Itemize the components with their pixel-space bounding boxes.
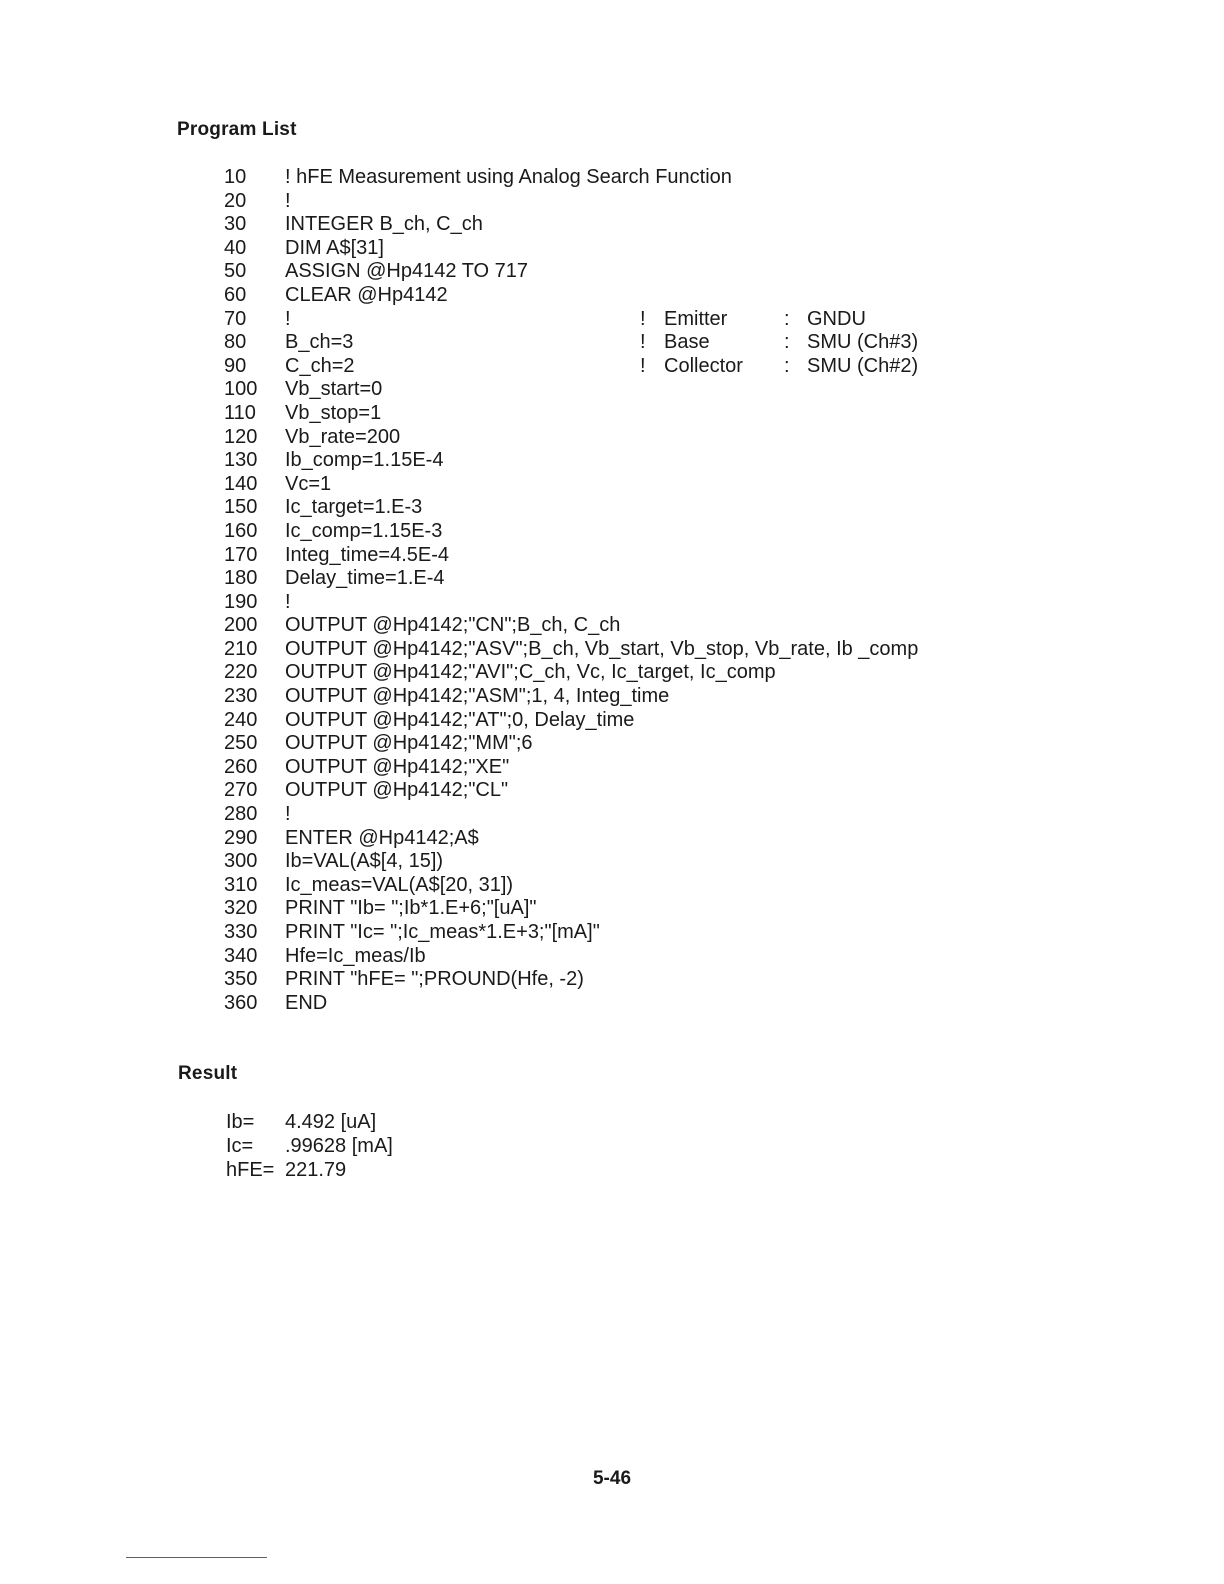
line-number: 250 bbox=[224, 732, 258, 755]
comment-colon: : bbox=[784, 307, 790, 330]
code-text: Ib=VAL(A$[4, 15]) bbox=[285, 850, 444, 873]
code-text: OUTPUT @Hp4142;"XE" bbox=[285, 755, 510, 778]
comment-terminal-value: SMU (Ch#3) bbox=[807, 331, 919, 354]
comment-colon: : bbox=[784, 354, 790, 377]
comment-terminal-name: Base bbox=[664, 331, 710, 354]
line-number: 70 bbox=[224, 307, 247, 330]
line-number: 240 bbox=[224, 708, 258, 731]
code-text: B_ch=3 bbox=[285, 331, 354, 354]
code-text: OUTPUT @Hp4142;"CL" bbox=[285, 779, 509, 802]
line-number: 190 bbox=[224, 590, 258, 613]
line-number: 140 bbox=[224, 472, 258, 495]
line-number: 290 bbox=[224, 826, 258, 849]
code-text: Vb_rate=200 bbox=[285, 425, 401, 448]
line-number: 10 bbox=[224, 166, 247, 188]
comment-terminal-value: GNDU bbox=[807, 307, 866, 330]
line-number: 90 bbox=[224, 354, 247, 377]
line-number: 120 bbox=[224, 425, 258, 448]
result-label: Ib= bbox=[226, 1111, 255, 1133]
line-number: 270 bbox=[224, 779, 258, 802]
comment-bang: ! bbox=[640, 354, 646, 377]
result-label: Ic= bbox=[226, 1135, 254, 1157]
line-number: 210 bbox=[224, 637, 258, 660]
code-text: OUTPUT @Hp4142;"ASM";1, 4, Integ_time bbox=[285, 685, 670, 708]
code-text: END bbox=[285, 991, 328, 1014]
code-text: PRINT "Ib= ";Ib*1.E+6;"[uA]" bbox=[285, 897, 537, 920]
line-number: 220 bbox=[224, 661, 258, 684]
code-text: OUTPUT @Hp4142;"CN";B_ch, C_ch bbox=[285, 614, 621, 637]
line-number: 20 bbox=[224, 189, 247, 212]
code-text: Delay_time=1.E-4 bbox=[285, 567, 445, 590]
line-number: 200 bbox=[224, 614, 258, 637]
code-text: ENTER @Hp4142;A$ bbox=[285, 826, 479, 849]
line-number: 30 bbox=[224, 213, 247, 236]
code-text: Vc=1 bbox=[285, 472, 332, 495]
result-label: hFE= bbox=[226, 1159, 275, 1181]
code-text: Vb_start=0 bbox=[285, 378, 383, 401]
line-number: 150 bbox=[224, 496, 258, 519]
code-text: INTEGER B_ch, C_ch bbox=[285, 213, 483, 236]
comment-terminal-name: Emitter bbox=[664, 307, 728, 330]
line-number: 260 bbox=[224, 755, 258, 778]
code-text: OUTPUT @Hp4142;"ASV";B_ch, Vb_start, Vb_stop, Vb_rate, Ib _comp bbox=[285, 637, 919, 660]
line-number: 360 bbox=[224, 991, 258, 1014]
line-number: 100 bbox=[224, 378, 258, 401]
comment-terminal-value: SMU (Ch#2) bbox=[807, 354, 919, 377]
line-number: 50 bbox=[224, 260, 247, 283]
line-number: 300 bbox=[224, 850, 258, 873]
program-list-heading: Program List bbox=[177, 119, 297, 140]
footer-rule bbox=[126, 1557, 267, 1558]
code-text: ! bbox=[285, 189, 291, 212]
code-text: Integ_time=4.5E-4 bbox=[285, 543, 449, 566]
line-number: 60 bbox=[224, 283, 247, 306]
line-number: 40 bbox=[224, 236, 247, 259]
line-number: 320 bbox=[224, 897, 258, 920]
code-text: Ib_comp=1.15E-4 bbox=[285, 449, 444, 472]
line-number: 80 bbox=[224, 331, 247, 354]
result-heading: Result bbox=[178, 1063, 238, 1084]
line-number: 330 bbox=[224, 921, 258, 943]
code-text: ASSIGN @Hp4142 TO 717 bbox=[285, 260, 529, 283]
comment-bang: ! bbox=[640, 307, 646, 330]
code-text: Hfe=Ic_meas/Ib bbox=[285, 944, 426, 967]
line-number: 280 bbox=[224, 803, 258, 826]
result-value: 4.492 [uA] bbox=[285, 1111, 377, 1133]
code-text: ! bbox=[285, 307, 291, 330]
code-text: ! hFE Measurement using Analog Search Function bbox=[285, 166, 732, 188]
line-number: 110 bbox=[224, 401, 256, 424]
page-number: 5-46 bbox=[592, 1468, 632, 1489]
code-text: ! bbox=[285, 803, 291, 826]
line-number: 310 bbox=[224, 873, 258, 896]
line-number: 180 bbox=[224, 567, 258, 590]
comment-terminal-name: Collector bbox=[664, 354, 743, 377]
code-text: PRINT "Ic= ";Ic_meas*1.E+3;"[mA]" bbox=[285, 921, 600, 943]
result-value: .99628 [mA] bbox=[285, 1135, 393, 1157]
code-text: Ic_target=1.E-3 bbox=[285, 496, 423, 519]
code-text: Ic_meas=VAL(A$[20, 31]) bbox=[285, 873, 514, 896]
line-number: 340 bbox=[224, 944, 258, 967]
line-number: 170 bbox=[224, 543, 258, 566]
code-text: ! bbox=[285, 590, 291, 613]
code-text: OUTPUT @Hp4142;"AVI";C_ch, Vc, Ic_target, Ic_comp bbox=[285, 661, 776, 684]
code-text: OUTPUT @Hp4142;"MM";6 bbox=[285, 732, 533, 755]
code-text: CLEAR @Hp4142 bbox=[285, 283, 448, 306]
result-value: 221.79 bbox=[285, 1159, 347, 1181]
line-number: 130 bbox=[224, 449, 258, 472]
code-text: C_ch=2 bbox=[285, 354, 355, 377]
line-number: 160 bbox=[224, 519, 258, 542]
code-text: Vb_stop=1 bbox=[285, 401, 382, 424]
code-text: DIM A$[31] bbox=[285, 236, 384, 259]
code-text: OUTPUT @Hp4142;"AT";0, Delay_time bbox=[285, 708, 635, 731]
comment-colon: : bbox=[784, 331, 790, 354]
code-text: PRINT "hFE= ";PROUND(Hfe, -2) bbox=[285, 968, 584, 991]
line-number: 350 bbox=[224, 968, 258, 991]
comment-bang: ! bbox=[640, 331, 646, 354]
code-text: Ic_comp=1.15E-3 bbox=[285, 519, 443, 542]
line-number: 230 bbox=[224, 685, 258, 708]
